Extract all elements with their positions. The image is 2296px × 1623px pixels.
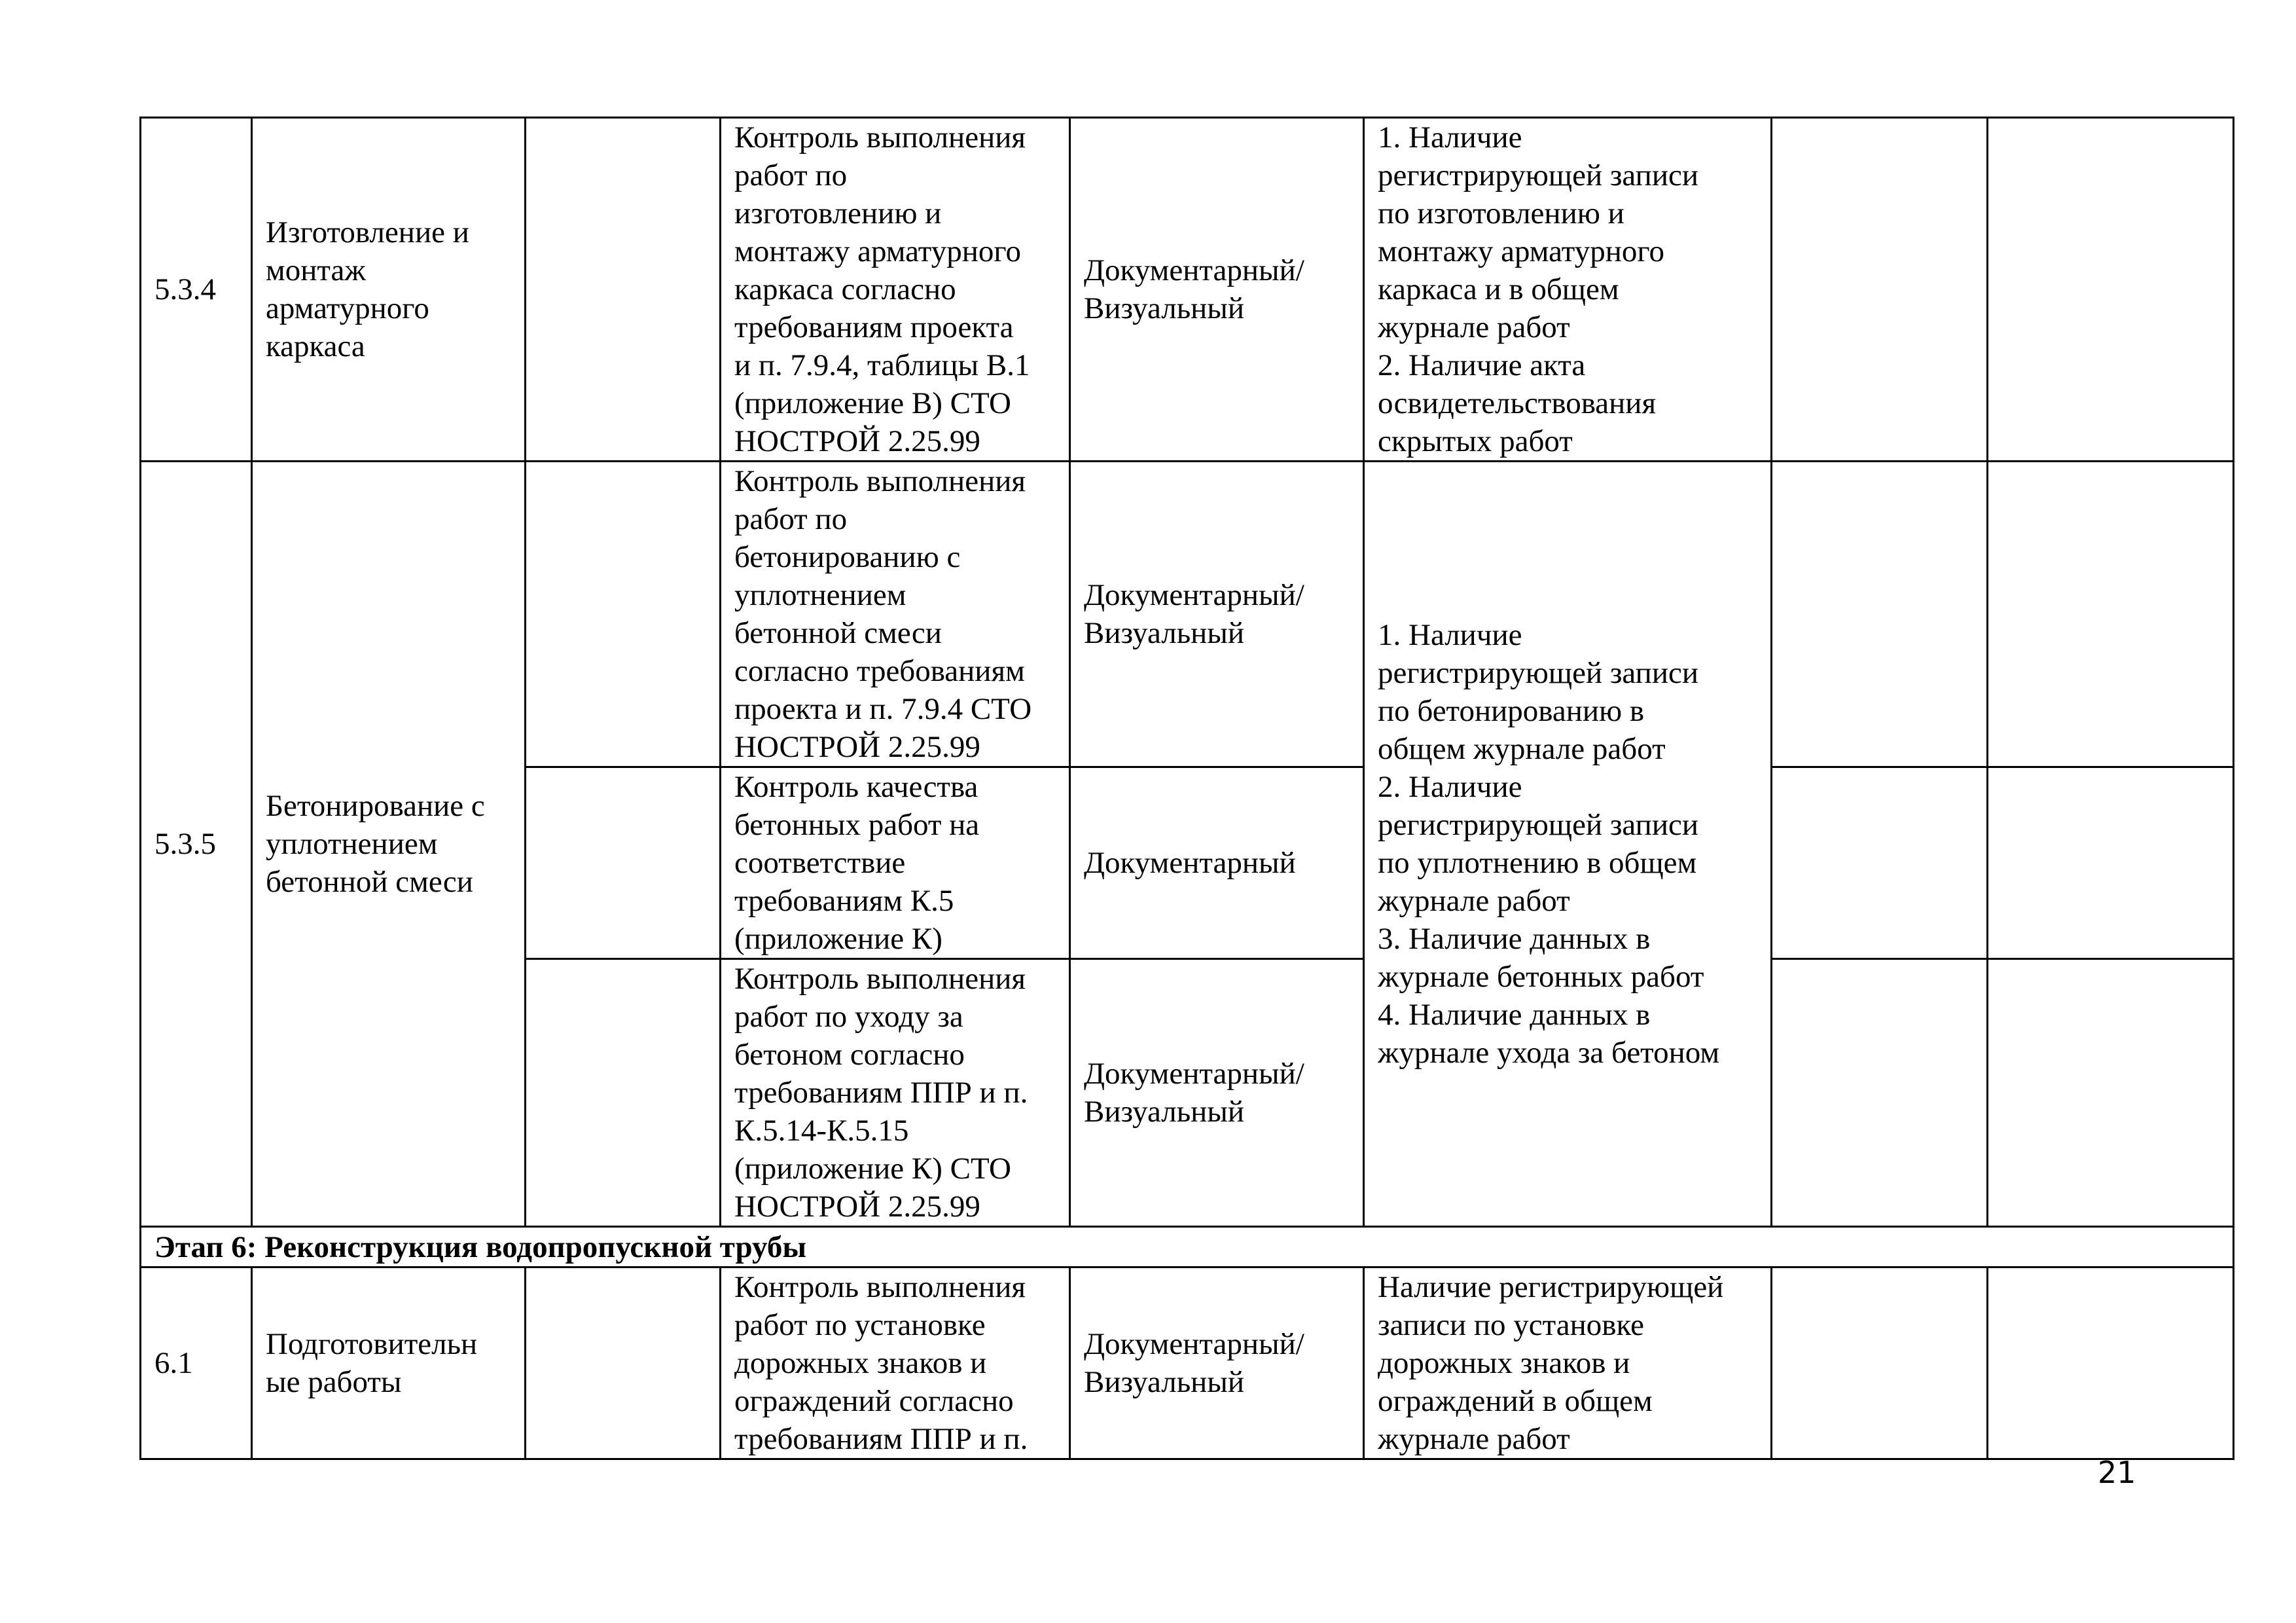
stage-header-row: [141, 1227, 2234, 1267]
empty-cell: [1988, 959, 2234, 1227]
control-method: Документарный: [1070, 767, 1364, 959]
acceptance-criteria: 1. Наличие регистрирующей записи по изготовлению и монтажу арматурного каркаса и в общем журнале работ 2. Наличие акта освидетельствования скрытых работ: [1364, 118, 1772, 462]
inspection-table: [139, 117, 2234, 1460]
table-row-5-3-5-a: [141, 462, 2234, 767]
empty-cell: [1988, 462, 2234, 767]
work-name: Подготовительн ые работы: [252, 1267, 526, 1459]
empty-cell: [526, 767, 721, 959]
control-method: Документарный/ Визуальный: [1070, 462, 1364, 767]
empty-cell: [526, 959, 721, 1227]
row-number: 5.3.4: [141, 118, 252, 462]
stage-title: Этап 6: Реконструкция водопропускной трубы: [141, 1227, 2234, 1267]
table-row-5-3-4: [141, 118, 2234, 462]
control-method: Документарный/ Визуальный: [1070, 1267, 1364, 1459]
empty-cell: [526, 1267, 721, 1459]
empty-cell: [526, 462, 721, 767]
control-description: Контроль качества бетонных работ на соответствие требованиям К.5 (приложение К): [721, 767, 1070, 959]
empty-cell: [526, 118, 721, 462]
empty-cell: [1988, 1267, 2234, 1459]
row-number: 6.1: [141, 1267, 252, 1459]
control-description: Контроль выполнения работ по бетонированию с уплотнением бетонной смеси согласно требованиям проекта и п. 7.9.4 СТО НОСТРОЙ 2.25.99: [721, 462, 1070, 767]
page-number: 21: [2098, 1455, 2136, 1490]
empty-cell: [1772, 767, 1988, 959]
empty-cell: [1988, 767, 2234, 959]
empty-cell: [1772, 462, 1988, 767]
control-description: Контроль выполнения работ по уходу за бетоном согласно требованиям ППР и п. К.5.14-К.5.15 (приложение К) СТО НОСТРОЙ 2.25.99: [721, 959, 1070, 1227]
work-name: Бетонирование с уплотнением бетонной смеси: [252, 462, 526, 1227]
table-row-6-1: [141, 1267, 2234, 1459]
acceptance-criteria: 1. Наличие регистрирующей записи по бетонированию в общем журнале работ 2. Наличие регистрирующей записи по уплотнению в общем журнале работ 3. Наличие данных в журнале бетонных работ 4. Наличие данных в журнале ухода за бетоном: [1364, 462, 1772, 1227]
empty-cell: [1772, 118, 1988, 462]
control-description: Контроль выполнения работ по установке дорожных знаков и ограждений согласно требованиям ППР и п.: [721, 1267, 1070, 1459]
row-number: 5.3.5: [141, 462, 252, 1227]
control-method: Документарный/ Визуальный: [1070, 118, 1364, 462]
control-method: Документарный/ Визуальный: [1070, 959, 1364, 1227]
empty-cell: [1772, 1267, 1988, 1459]
control-description: Контроль выполнения работ по изготовлению и монтажу арматурного каркаса согласно требованиям проекта и п. 7.9.4, таблицы В.1 (приложение В) СТО НОСТРОЙ 2.25.99: [721, 118, 1070, 462]
empty-cell: [1988, 118, 2234, 462]
work-name: Изготовление и монтаж арматурного каркаса: [252, 118, 526, 462]
empty-cell: [1772, 959, 1988, 1227]
acceptance-criteria: Наличие регистрирующей записи по установке дорожных знаков и ограждений в общем журнале работ: [1364, 1267, 1772, 1459]
